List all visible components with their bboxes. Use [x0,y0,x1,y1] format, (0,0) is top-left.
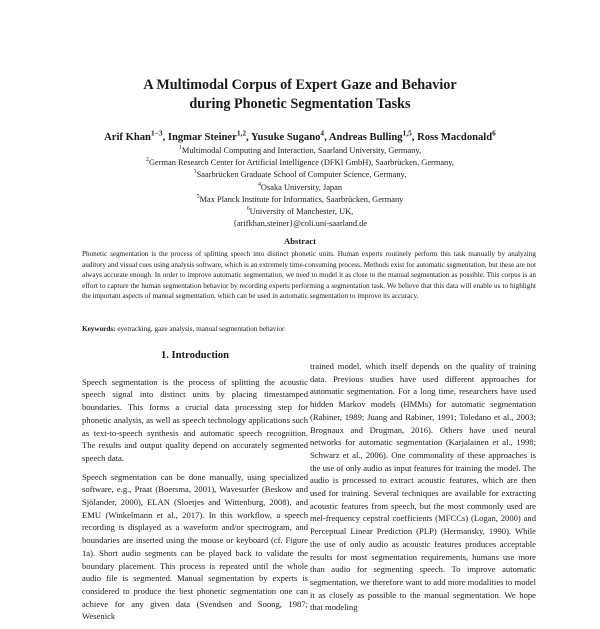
abstract-heading: Abstract [284,236,316,246]
affiliation: $^1$Multimodal Computing and Interaction, Saarland University, Germany, [178,145,422,155]
keywords-label: Keywords: [82,325,116,333]
author: Ross Macdonald$^6$ [417,128,496,143]
author: Andreas Bulling$^{1,5}$, [328,128,418,143]
author: Ingmar Steiner$^{1,2}$, [167,128,251,143]
affiliation: $^3$Saarbrücken Graduate School of Computer Science, Germany, [193,169,407,180]
paragraph: Speech segmentation is the process of splitting the acoustic speech signal into distinct units by placing timestamped boundaries. This forms a crucial data processing step for phonetic analysis, as well as speech technology applications such as text-to-speech synthesis and automatic speech recognition. The results and output quality depend on accurately segmented speech data. [82,376,308,463]
paragraph: trained model, which itself depends on the quality of training data. Previous studies have used different approaches for automatic segmentation. For a long time, researchers have used hidden Markov models (HMMs) for automatic segmentation (Rabiner, 1989; Juang and Rabiner, 1991; Toledano et al., 2003; Brognaux and Drugman, 2016). Others have used neural networks for automatic segmentation (Karjalainen et al., 1998; Schwarz et al., 2006). One commonality of these approaches is the use of only audio as input features for training the model. The audio is processed to extract acoustic features, which are then used for training. Several techniques are available for extracting acoustic features from speech, but the most commonly used are mel-frequency cepstral coefficients (MFCCs) (Logan, 2000) and Perceptual Linear Prediction (PLP) (Hermansky, 1990). While the use of only audio as acoustic features produces acceptable results for most segmentation requirements, humans use more than audio for segmenting speech. To improve automatic segmentation, we therefore want to add more modalities to model it as closely as possible to the manual segmentation. We hope that modeling [310,361,536,613]
affiliation-list [60,145,540,230]
title-line-2: during Phonetic Segmentation Tasks [189,96,411,112]
author: Yusuke Sugano$^4$, [251,128,329,143]
author-email: {arifkhan,steiner}@coli.uni-saarland.de [232,219,368,229]
paragraph: Speech segmentation can be done manually, using specialized software, e.g., Praat (Boersma, 2001), Wavesurfer (Beskow and Sjölander, 2000), ELAN (Sloetjes and Wittenburg, 2008), and EMU (Winkelmann et al., 2017). In this workflow, a speech recording is displayed as a waveform and/or spectrogram, and boundaries are inserted using the mouse or keyboard (cf. Figure 1a). Short audio segments can be played back to validate the boundary placement. This process is repeated until the whole audio file is segmented. Manual segmentation by experts is considered to produce the best phonetic segmentation one can achieve for any given data (Svendsen and Soong, 1987; Wesenick [82,471,308,622]
right-column [310,360,536,620]
abstract-text: Phonetic segmentation is the process of splitting speech into distinct phonetic units. Human experts routinely perform this task manually by analyzing auditory and visual cues using analysis software, which is an extremely time-consuming process. Methods exist for automatic segmentation, but these are not always accurate enough. In order to improve automatic segmentation, we need to model it as close to the manual segmentation as possible. This corpus is an effort to capture the human segmentation behavior by recording experts performing a segmentation task. We believe that this data will enable us to highlight the important aspects of manual segmentation, which can be used in automatic segmentation to improve its accuracy. [82,250,536,301]
affiliation: $^4$Osaka University, Japan [257,181,343,192]
section-heading: 1. Introduction [160,350,230,361]
author-list [40,128,560,144]
paper-title [60,76,540,114]
title-line-1: A Multimodal Corpus of Expert Gaze and Behavior [143,77,457,93]
left-column [82,350,308,629]
affiliation: $^6$University of Manchester, UK, [246,206,354,217]
affiliation: $^5$Max Planck Institute for Informatics, Saarbrücken, Germany [196,194,404,204]
author: Arif Khan$^{1-3}$, [104,128,168,143]
keywords [82,324,536,334]
affiliation: $^2$German Research Center for Artificial Intelligence (DFKI GmbH), Saarbrücken, Germany, [146,157,454,168]
keywords-text: eyetracking, gaze analysis, manual segmentation behavior [115,325,285,333]
